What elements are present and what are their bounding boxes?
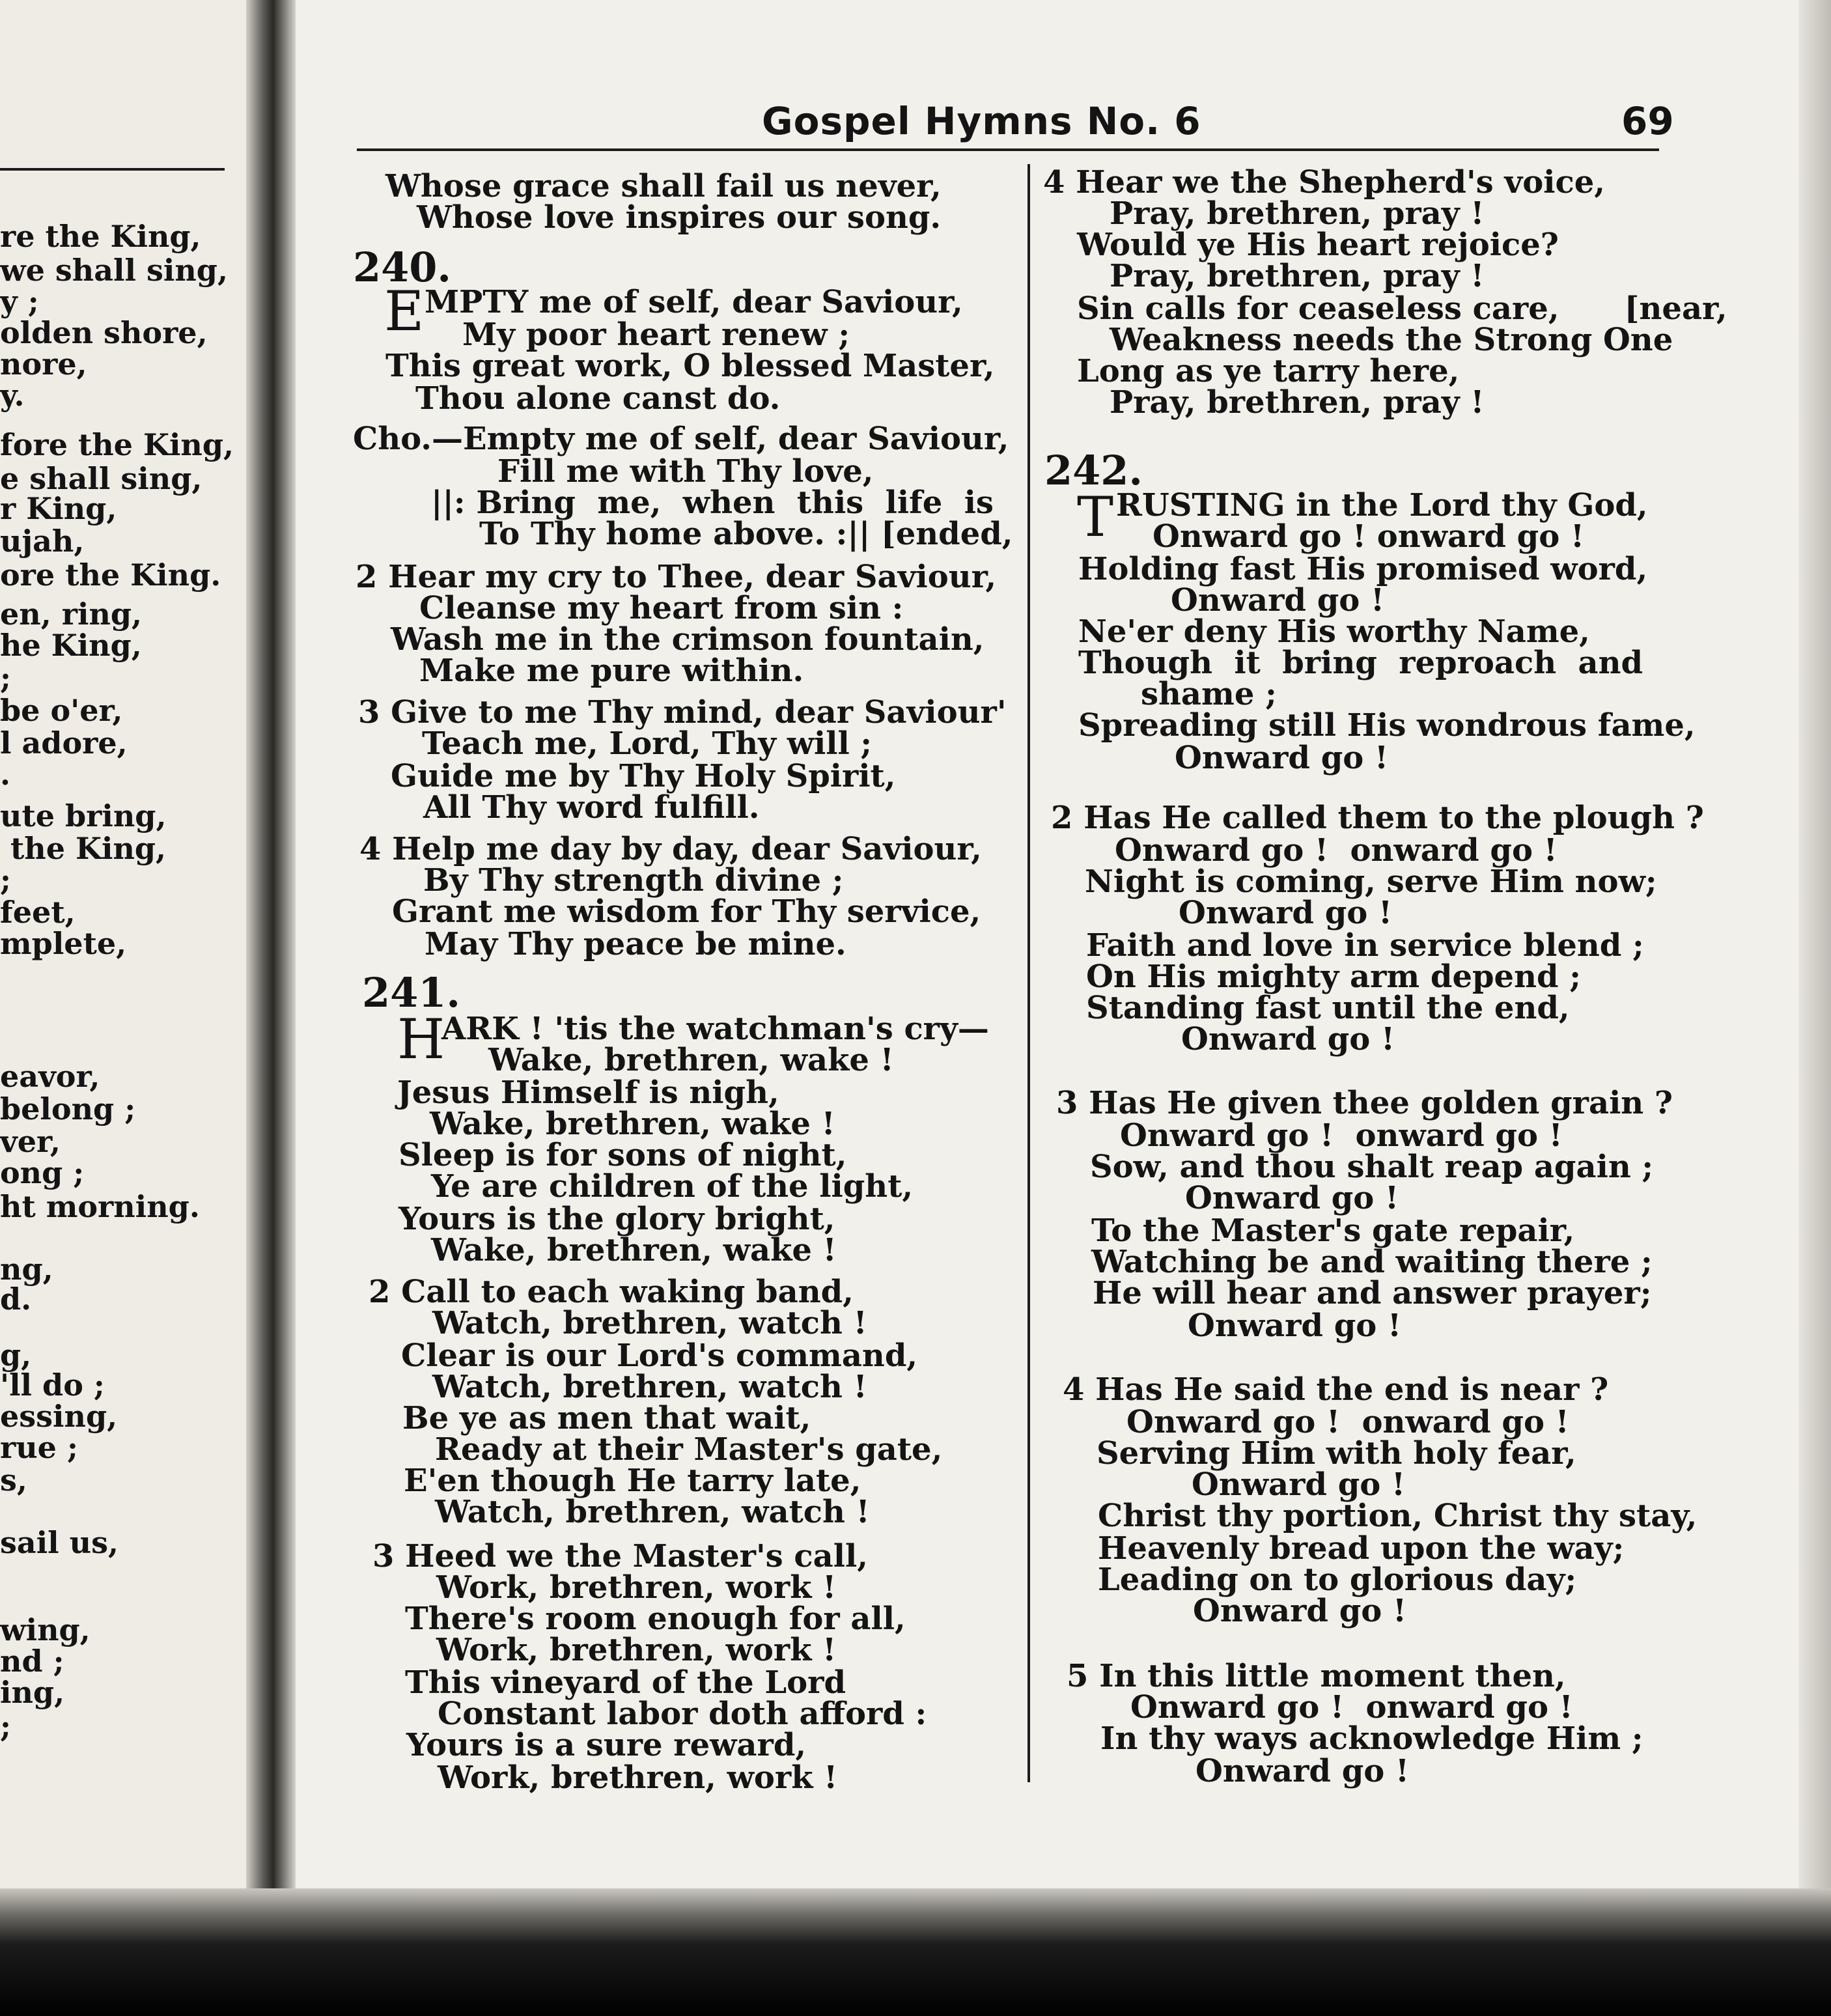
drop-cap: H: [397, 1007, 445, 1071]
hymn-line: Thou alone canst do.: [415, 380, 781, 417]
hymn-line: Work, brethren, work !: [438, 1759, 838, 1796]
hymn-line: Work, brethren, work !: [436, 1569, 837, 1606]
hymn-number-241: 241.: [362, 969, 461, 1016]
left-fragment-line: r King,: [0, 491, 117, 526]
left-fragment-line: ng,: [0, 1252, 53, 1287]
hymn-line: Constant labor doth afford :: [438, 1696, 927, 1732]
hymn-line: Pray, brethren, pray !: [1110, 258, 1485, 294]
left-fragment-line: feet,: [0, 895, 76, 930]
hymn-line: 4 Has He said the end is near ?: [1063, 1371, 1609, 1408]
left-fragment-line: ;: [0, 862, 11, 897]
hymn-line: Onward go ! onward go !: [1126, 1404, 1569, 1440]
hymn-line: Work, brethren, work !: [436, 1632, 837, 1668]
hymn-line: Whose love inspires our song.: [417, 199, 942, 236]
left-fragment-line: fore the King,: [0, 427, 234, 462]
hymn-line: He will hear and answer prayer;: [1093, 1275, 1652, 1311]
hymn-line: 2 Call to each waking band,: [369, 1274, 854, 1310]
hymn-line: All Thy word fulfill.: [423, 789, 760, 826]
hymn-line: Onward go ! onward go !: [1115, 832, 1558, 869]
hymn-line: 3 Has He given thee golden grain ?: [1056, 1085, 1673, 1121]
hymn-line: 3 Heed we the Master's call,: [372, 1538, 868, 1575]
hymn-line: Watch, brethren, watch !: [432, 1305, 867, 1341]
hymn-line: Make me pure within.: [419, 652, 804, 689]
left-fragment-line: belong ;: [0, 1091, 136, 1127]
left-fragment-line: we shall sing,: [0, 253, 228, 288]
hymn-line: Onward go ! onward go !: [1130, 1689, 1573, 1726]
left-page-fragment: [0, 0, 254, 1944]
hymn-line: My poor heart renew ;: [462, 316, 850, 353]
hymn-line: 4 Help me day by day, dear Saviour,: [359, 831, 982, 867]
hymn-line: By Thy strength divine ;: [423, 862, 844, 899]
hymn-line: Wake, brethren, wake !: [431, 1232, 837, 1268]
hymn-line: Christ thy portion, Christ thy stay,: [1098, 1498, 1698, 1534]
hymn-line: 3 Give to me Thy mind, dear Saviour': [358, 694, 1007, 731]
drop-cap: T: [1077, 485, 1114, 549]
hymn-line: In thy ways acknowledge Him ;: [1100, 1720, 1643, 1757]
left-fragment-line: ht morning.: [0, 1189, 200, 1224]
hymn-line: Would ye His heart rejoice?: [1077, 227, 1559, 263]
hymn-line: Sin calls for ceaseless care, [near,: [1077, 290, 1727, 327]
left-fragment-line: ;: [0, 1709, 11, 1744]
left-fragment-line: g,: [0, 1337, 32, 1373]
book-gutter: [246, 0, 296, 1944]
hymn-line: Onward go !: [1185, 1180, 1399, 1216]
left-fragment-line: mplete,: [0, 926, 127, 961]
left-fragment-line: ing,: [0, 1675, 65, 1710]
chorus-line: Cho.—Empty me of self, dear Saviour,: [353, 421, 1009, 457]
hymn-line: Standing fast until the end,: [1086, 990, 1570, 1026]
hymn-line: Sow, and thou shalt reap again ;: [1090, 1149, 1654, 1185]
hymn-line: Onward go !: [1188, 1308, 1402, 1344]
hymn-line: Clear is our Lord's command,: [401, 1337, 918, 1374]
left-fragment-line: the King,: [0, 831, 167, 866]
column-divider: [1027, 164, 1030, 1782]
hymn-line: This great work, O blessed Master,: [385, 348, 995, 384]
hymn-line: Onward go !: [1195, 1753, 1410, 1789]
hymn-line: Yours is a sure reward,: [406, 1727, 807, 1763]
hymn-line: Long as ye tarry here,: [1077, 353, 1460, 389]
hymn-line: 4 Hear we the Shepherd's voice,: [1043, 164, 1605, 201]
left-fragment-line: nd ;: [0, 1644, 64, 1679]
left-fragment-line: ;: [0, 660, 11, 695]
hymn-line: Watch, brethren, watch !: [435, 1494, 870, 1530]
hymn-line: Onward go !: [1171, 582, 1385, 619]
left-fragment-line: y ;: [0, 284, 39, 319]
hymn-line: Leading on to glorious day;: [1098, 1561, 1577, 1598]
left-fragment-line: e shall sing,: [0, 461, 203, 496]
hymn-line: Watch, brethren, watch !: [432, 1369, 867, 1405]
hymn-line: shame ;: [1141, 676, 1277, 712]
left-fragment-line: re the King,: [0, 219, 201, 254]
hymn-line: Onward go !: [1193, 1593, 1407, 1629]
hymn-line: 2 Has He called them to the plough ?: [1051, 800, 1704, 836]
hymn-line: Ye are children of the light,: [431, 1168, 914, 1205]
hymn-number-242: 242.: [1044, 447, 1143, 494]
hymn-line: Ne'er deny His worthy Name,: [1078, 613, 1590, 650]
hymn-line: Onward go !: [1192, 1466, 1406, 1503]
page-header-title: Gospel Hymns No. 6: [762, 99, 1201, 143]
hymn-line: Wash me in the crimson fountain,: [391, 621, 985, 658]
hymn-line: RUSTING in the Lord thy God,: [1116, 487, 1648, 524]
left-fragment-line: .: [0, 757, 11, 792]
left-fragment-line: nore,: [0, 346, 87, 382]
left-fragment-line: olden shore,: [0, 315, 208, 350]
hymn-line: Though it bring reproach and: [1078, 645, 1643, 681]
hymn-line: Onward go !: [1181, 1021, 1395, 1057]
scan-bottom-shadow: [0, 1888, 1831, 2016]
hymn-line: Cleanse my heart from sin :: [419, 590, 904, 626]
header-rule: [357, 148, 1659, 151]
hymn-line: Holding fast His promised word,: [1078, 551, 1648, 587]
hymn-line: Yours is the glory bright,: [398, 1201, 835, 1237]
left-fragment-line: l adore,: [0, 725, 128, 761]
hymn-line: Sleep is for sons of night,: [398, 1137, 847, 1173]
hymn-line: 2 Hear my cry to Thee, dear Saviour,: [356, 559, 997, 595]
left-fragment-line: s,: [0, 1463, 27, 1498]
hymn-line: Onward go !: [1175, 740, 1389, 776]
page-number: 69: [1621, 99, 1674, 143]
hymn-line: Night is coming, serve Him now;: [1085, 863, 1657, 900]
hymn-line: Spreading still His wondrous fame,: [1078, 707, 1696, 744]
left-fragment-line: d.: [0, 1281, 32, 1317]
left-fragment-line: ong ;: [0, 1155, 85, 1190]
hymn-line: Whose grace shall fail us never,: [385, 168, 942, 204]
hymn-line: Wake, brethren, wake !: [488, 1042, 894, 1078]
left-fragment-line: be o'er,: [0, 693, 123, 728]
left-fragment-line: wing,: [0, 1612, 91, 1647]
left-fragment-line: 'll do ;: [0, 1367, 105, 1403]
hymn-line: Be ye as men that wait,: [402, 1400, 811, 1436]
hymn-line: Pray, brethren, pray !: [1110, 195, 1485, 232]
hymn-line: Weakness needs the Strong One: [1110, 322, 1673, 358]
hymn-line: Pray, brethren, pray !: [1110, 384, 1485, 421]
left-fragment-line: he King,: [0, 628, 142, 663]
hymn-line: This vineyard of the Lord: [405, 1664, 846, 1701]
hymn-line: There's room enough for all,: [405, 1601, 906, 1637]
hymn-line: MPTY me of self, dear Saviour,: [425, 284, 963, 320]
left-fragment-line: rue ;: [0, 1430, 78, 1465]
hymn-line: Heavenly bread upon the way;: [1098, 1530, 1625, 1567]
left-fragment-line: ore the King.: [0, 557, 221, 593]
hymn-line: Onward go !: [1179, 895, 1393, 931]
left-fragment-line: ujah,: [0, 524, 85, 559]
hymn-line: Onward go ! onward go !: [1120, 1117, 1563, 1154]
hymn-line: E'en though He tarry late,: [404, 1463, 861, 1499]
hymn-line: On His mighty arm depend ;: [1086, 959, 1581, 995]
hymn-line: Ready at their Master's gate,: [435, 1431, 943, 1468]
drop-cap: E: [384, 279, 425, 343]
hymn-line: Serving Him with holy fear,: [1097, 1435, 1576, 1472]
hymn-number-240: 240.: [353, 244, 452, 291]
hymn-line: Grant me wisdom for Thy service,: [392, 893, 981, 930]
hymn-line: Teach me, Lord, Thy will ;: [422, 725, 873, 762]
hymn-line: To the Master's gate repair,: [1091, 1212, 1575, 1249]
left-fragment-line: sail us,: [0, 1525, 119, 1560]
hymn-line: Onward go ! onward go !: [1153, 518, 1585, 555]
left-page-rule: [0, 168, 225, 171]
chorus-line: ||: Bring me, when this life is: [431, 484, 994, 521]
hymn-line: Watching be and waiting there ;: [1091, 1244, 1653, 1280]
left-fragment-line: en, ring,: [0, 596, 143, 632]
hymn-line: May Thy peace be mine.: [425, 926, 846, 962]
page-edge: [1798, 0, 1831, 1944]
left-fragment-line: ver,: [0, 1124, 61, 1159]
hymn-line: Faith and love in service blend ;: [1086, 927, 1644, 964]
chorus-line: To Thy home above. :|| [ended,: [479, 516, 1013, 552]
left-fragment-line: eavor,: [0, 1059, 100, 1094]
chorus-line: Fill me with Thy love,: [497, 453, 874, 490]
left-fragment-line: essing,: [0, 1399, 118, 1434]
left-fragment-line: ute bring,: [0, 798, 167, 833]
hymn-line: ARK ! 'tis the watchman's cry—: [441, 1011, 989, 1047]
hymn-line: 5 In this little moment then,: [1067, 1658, 1566, 1694]
hymn-line: Jesus Himself is nigh,: [397, 1074, 779, 1111]
hymn-line: Wake, brethren, wake !: [430, 1106, 835, 1142]
hymn-line: Guide me by Thy Holy Spirit,: [391, 758, 896, 794]
left-fragment-line: y.: [0, 378, 25, 413]
